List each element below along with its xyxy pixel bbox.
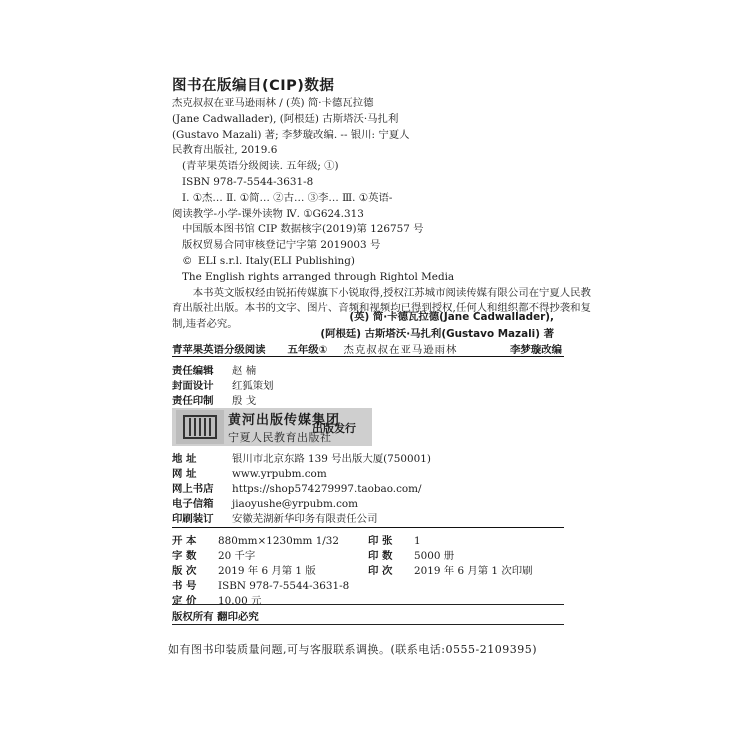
spec-value: 1 <box>414 535 421 547</box>
address-label: 电子信箱 <box>172 498 214 510</box>
spec-value: 20 千字 <box>218 550 256 562</box>
spec-label: 印 张 <box>368 535 393 547</box>
staff-row <box>172 362 256 377</box>
spec-row <box>172 532 339 547</box>
series-grade: 五年级① <box>287 344 328 356</box>
license-paragraph: 本书英文版权经由锐拓传媒旗下小锐取得,授权江苏城市阅读传媒有限公司在宁夏人民教育出版社出版。本书的文字、图片、音频和视频均已得到授权,任何人和组织都不得抄袭和复制,违者必究。 <box>172 286 591 331</box>
divider <box>172 624 564 625</box>
divider <box>172 604 564 605</box>
publisher-issue: 出版发行 <box>312 422 356 435</box>
copyright-symbol: © <box>182 254 193 267</box>
publisher-press: 宁夏人民教育出版社 <box>228 431 332 444</box>
staff-value: 红狐策划 <box>232 380 274 392</box>
spec-row <box>368 532 421 547</box>
cip-line: 阅读教学-小学-课外读物 Ⅳ. ①G624.313 <box>172 207 364 220</box>
website: www.yrpubm.com <box>232 468 327 480</box>
email: jiaoyushe@yrpubm.com <box>232 498 359 510</box>
spec-row <box>368 547 454 562</box>
adapter: 李梦璇改编 <box>510 344 562 356</box>
cip-line: The English rights arranged through Rightol Media <box>182 270 455 283</box>
address-label: 地 址 <box>172 453 197 465</box>
staff-value: 赵 楠 <box>232 365 257 377</box>
cip-line: 民教育出版社, 2019.6 <box>172 144 278 157</box>
address-value: 银川市北京东路 139 号出版大厦(750001) <box>232 453 431 465</box>
series-name: 青苹果英语分级阅读 <box>172 344 266 356</box>
spec-label: 字 数 <box>172 550 197 562</box>
spec-label: 书 号 <box>172 580 197 592</box>
printer: 安徽芜湖新华印务有限责任公司 <box>232 513 378 525</box>
publisher-group: 黄河出版传媒集团 <box>228 413 341 428</box>
staff-label: 封面设计 <box>172 380 214 392</box>
book-title: 杰克叔叔在亚马逊雨林 <box>343 344 458 356</box>
spec-value: 10.00 元 <box>218 595 262 607</box>
online-store: https://shop574279997.taobao.com/ <box>232 483 422 495</box>
cip-line: (Jane Cadwallader), (阿根廷) 古斯塔沃·马扎利 <box>172 112 399 125</box>
spec-label: 印 次 <box>368 565 393 577</box>
spec-label: 定 价 <box>172 595 197 607</box>
series-line <box>172 341 562 356</box>
spec-row <box>172 577 349 592</box>
spec-label: 版 次 <box>172 565 197 577</box>
spec-value: 5000 册 <box>414 550 455 562</box>
staff-row <box>172 392 256 407</box>
spec-value: 2019 年 6 月第 1 次印刷 <box>414 565 533 577</box>
address-label: 网上书店 <box>172 483 214 495</box>
spec-label: 开 本 <box>172 535 197 547</box>
spec-value: 2019 年 6 月第 1 版 <box>218 565 316 577</box>
rights-reserved: 版权所有 翻印必究 <box>172 611 259 623</box>
staff-label: 责任编辑 <box>172 365 214 377</box>
publisher-logo-icon <box>176 410 224 444</box>
cip-block <box>172 96 592 333</box>
cip-line: 杰克叔叔在亚马逊雨林 / (英) 简·卡德瓦拉德 <box>172 97 374 109</box>
address-row <box>172 450 431 465</box>
spec-row <box>172 547 255 562</box>
address-row <box>172 495 358 510</box>
author-line-1: (英) 简·卡德瓦拉德(Jane Cadwallader), <box>349 311 554 323</box>
address-row <box>172 465 327 480</box>
cip-line: ELI s.r.l. Italy(ELI Publishing) <box>198 254 355 267</box>
cip-line: 版权贸易合同审核登记宁字第 2019003 号 <box>182 239 381 252</box>
cip-title: 图书在版编目(CIP)数据 <box>172 78 335 94</box>
spec-label: 印 数 <box>368 550 393 562</box>
cip-line: 中国版本图书馆 CIP 数据核字(2019)第 126757 号 <box>182 223 424 236</box>
spec-row <box>368 562 533 577</box>
staff-value: 殷 戈 <box>232 395 257 407</box>
staff-label: 责任印制 <box>172 395 214 407</box>
address-label: 印刷装订 <box>172 513 214 525</box>
cip-line: ISBN 978-7-5544-3631-8 <box>182 175 314 188</box>
staff-row <box>172 377 274 392</box>
address-label: 网 址 <box>172 468 197 480</box>
divider <box>172 356 564 357</box>
book-stack-icon <box>182 412 218 442</box>
spec-value: 880mm×1230mm 1/32 <box>218 535 340 547</box>
cip-line: Ⅰ. ①杰… Ⅱ. ①简… ②古… ③李… Ⅲ. ①英语- <box>182 191 393 204</box>
author-line-2: (阿根廷) 古斯塔沃·马扎利(Gustavo Mazali) 著 <box>320 328 554 340</box>
address-row <box>172 480 422 495</box>
cip-line: (Gustavo Mazali) 著; 李梦璇改编. -- 银川: 宁夏人 <box>172 128 410 141</box>
quality-notice: 如有图书印装质量问题,可与客服联系调换。(联系电话:0555-2109395) <box>168 643 537 656</box>
spec-row <box>172 562 316 577</box>
copyright-line <box>172 254 592 270</box>
cip-line: (青苹果英语分级阅读. 五年级; ①) <box>182 160 339 173</box>
divider <box>172 527 564 528</box>
spec-value: ISBN 978-7-5544-3631-8 <box>218 580 350 592</box>
address-row <box>172 510 377 525</box>
